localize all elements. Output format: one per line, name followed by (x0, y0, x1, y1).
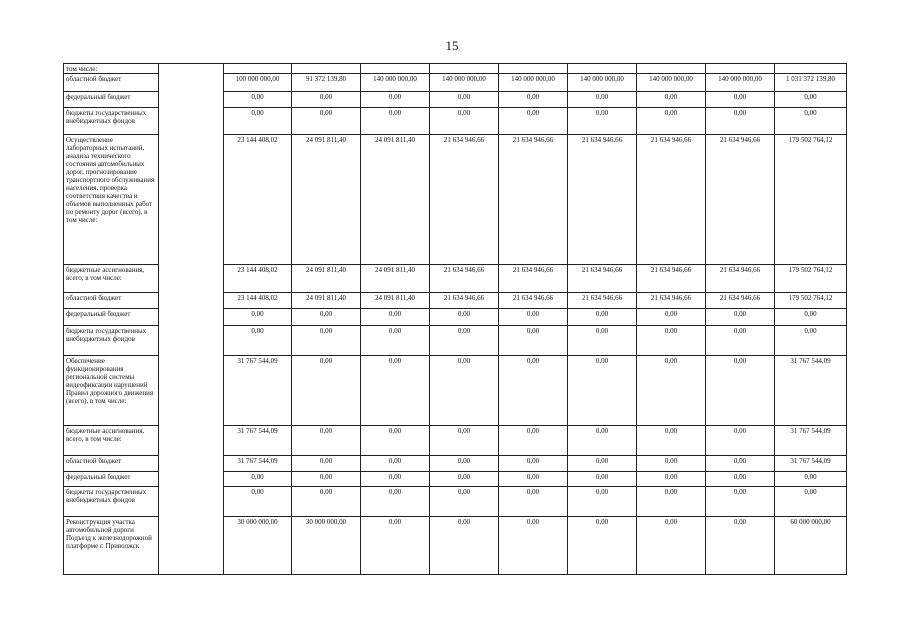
table-row (64, 64, 847, 74)
value-cell: 24 091 811,40 (361, 265, 430, 293)
table-row (64, 265, 847, 293)
value-cell: 0,00 (568, 517, 637, 575)
row-label: бюджеты государственных внебюджетных фондов (64, 326, 159, 356)
value-cell: 100 000 000,00 (224, 74, 292, 92)
value-cell: 0,00 (292, 487, 361, 517)
value-cell: 0,00 (706, 108, 775, 135)
row-label: бюджеты государственных внебюджетных фондов (64, 487, 159, 517)
value-cell: 91 372 139,80 (292, 74, 361, 92)
value-cell: 0,00 (361, 426, 430, 456)
value-cell: 1 031 372 139,80 (775, 74, 847, 92)
value-cell: 0,00 (775, 92, 847, 108)
blank-column-cell (159, 517, 224, 575)
value-cell: 0,00 (775, 309, 847, 326)
blank-column-cell (159, 135, 224, 265)
value-cell: 0,00 (706, 487, 775, 517)
value-cell: 0,00 (361, 108, 430, 135)
value-cell: 21 634 946,66 (637, 135, 706, 265)
blank-column-cell (159, 108, 224, 135)
value-cell: 21 634 946,66 (706, 135, 775, 265)
value-cell: 21 634 946,66 (568, 265, 637, 293)
value-cell: 24 091 811,40 (292, 135, 361, 265)
value-cell: 0,00 (224, 92, 292, 108)
blank-column-cell (159, 426, 224, 456)
value-cell: 0,00 (499, 309, 568, 326)
value-cell: 0,00 (361, 92, 430, 108)
value-cell: 0,00 (775, 108, 847, 135)
blank-column-cell (159, 456, 224, 472)
value-cell: 0,00 (361, 517, 430, 575)
value-cell: 0,00 (292, 326, 361, 356)
value-cell: 0,00 (706, 456, 775, 472)
value-cell: 179 502 764,12 (775, 293, 847, 309)
blank-column-cell (159, 472, 224, 487)
table-row (64, 92, 847, 108)
value-cell: 21 634 946,66 (568, 135, 637, 265)
value-cell: 0,00 (224, 326, 292, 356)
value-cell: 0,00 (224, 487, 292, 517)
value-cell (224, 64, 292, 74)
row-label: Осуществление лабораторных испытаний, анализа технического состояния автомобильных дорог, прогнозирование транспортного обслуживания населения, проверка соответствия качества и объемов выполненных работ по ремонту дорог (всего), в том числе: (64, 135, 159, 265)
value-cell: 31 767 544,09 (224, 456, 292, 472)
row-label: федеральный бюджет (64, 309, 159, 326)
value-cell: 0,00 (568, 487, 637, 517)
value-cell: 0,00 (637, 309, 706, 326)
value-cell: 31 767 544,09 (775, 456, 847, 472)
value-cell: 0,00 (361, 456, 430, 472)
table-row (64, 293, 847, 309)
value-cell: 0,00 (292, 472, 361, 487)
row-label: областной бюджет (64, 74, 159, 92)
value-cell: 0,00 (568, 108, 637, 135)
value-cell (292, 64, 361, 74)
value-cell: 140 000 000,00 (568, 74, 637, 92)
value-cell: 140 000 000,00 (430, 74, 499, 92)
value-cell: 0,00 (430, 426, 499, 456)
value-cell: 24 091 811,40 (292, 265, 361, 293)
blank-column-cell (159, 64, 224, 74)
value-cell: 0,00 (430, 472, 499, 487)
table-row (64, 487, 847, 517)
value-cell: 31 767 544,09 (775, 356, 847, 426)
table-row (64, 517, 847, 575)
value-cell: 0,00 (637, 426, 706, 456)
value-cell: 0,00 (775, 472, 847, 487)
row-label: федеральный бюджет (64, 92, 159, 108)
value-cell: 0,00 (637, 92, 706, 108)
value-cell: 0,00 (361, 326, 430, 356)
value-cell: 0,00 (224, 309, 292, 326)
value-cell: 179 502 764,12 (775, 265, 847, 293)
value-cell: 179 502 764,12 (775, 135, 847, 265)
value-cell (361, 64, 430, 74)
row-label: бюджетные ассигнования, всего, в том числе: (64, 265, 159, 293)
value-cell: 0,00 (568, 92, 637, 108)
blank-column-cell (159, 92, 224, 108)
blank-column-cell (159, 265, 224, 293)
table-row (64, 309, 847, 326)
row-label: бюджеты государственных внебюджетных фондов (64, 108, 159, 135)
value-cell: 21 634 946,66 (499, 265, 568, 293)
table-row (64, 456, 847, 472)
value-cell (430, 64, 499, 74)
row-label: Реконструкция участка автомобильной дороги Подъезд к железнодорожной платформе г. Приволжск (64, 517, 159, 575)
value-cell: 24 091 811,40 (292, 293, 361, 309)
value-cell: 0,00 (568, 309, 637, 326)
value-cell: 31 767 544,09 (775, 426, 847, 456)
row-label: Обеспечение функционирования региональной системы видеофиксации нарушений Правил дорожного движения (всего), в том числе: (64, 356, 159, 426)
value-cell: 0,00 (775, 487, 847, 517)
value-cell: 0,00 (706, 517, 775, 575)
value-cell: 0,00 (430, 356, 499, 426)
value-cell: 31 767 544,09 (224, 426, 292, 456)
table-row (64, 356, 847, 426)
value-cell: 0,00 (637, 356, 706, 426)
row-label: том числе: (64, 64, 159, 74)
value-cell: 140 000 000,00 (637, 74, 706, 92)
value-cell: 0,00 (637, 456, 706, 472)
value-cell: 140 000 000,00 (706, 74, 775, 92)
value-cell: 23 144 408,02 (224, 293, 292, 309)
value-cell: 140 000 000,00 (361, 74, 430, 92)
value-cell: 0,00 (224, 108, 292, 135)
blank-column-cell (159, 309, 224, 326)
blank-column-cell (159, 487, 224, 517)
value-cell: 0,00 (499, 92, 568, 108)
value-cell: 21 634 946,66 (637, 265, 706, 293)
value-cell: 0,00 (430, 326, 499, 356)
value-cell: 0,00 (224, 472, 292, 487)
value-cell: 0,00 (706, 472, 775, 487)
value-cell: 0,00 (706, 92, 775, 108)
table-row (64, 135, 847, 265)
value-cell: 0,00 (430, 309, 499, 326)
value-cell: 0,00 (361, 309, 430, 326)
value-cell: 21 634 946,66 (430, 265, 499, 293)
value-cell: 21 634 946,66 (706, 293, 775, 309)
page-number: 15 (445, 38, 459, 53)
value-cell: 0,00 (292, 92, 361, 108)
value-cell: 0,00 (292, 356, 361, 426)
table-row (64, 472, 847, 487)
value-cell: 23 144 408,02 (224, 265, 292, 293)
value-cell: 0,00 (568, 356, 637, 426)
value-cell: 0,00 (637, 108, 706, 135)
value-cell: 0,00 (568, 326, 637, 356)
value-cell: 0,00 (568, 472, 637, 487)
value-cell: 0,00 (637, 326, 706, 356)
row-label: бюджетные ассигнования, всего, в том числе: (64, 426, 159, 456)
value-cell: 0,00 (361, 472, 430, 487)
value-cell: 140 000 000,00 (499, 74, 568, 92)
value-cell: 0,00 (499, 487, 568, 517)
value-cell: 0,00 (292, 426, 361, 456)
value-cell: 21 634 946,66 (499, 293, 568, 309)
value-cell: 0,00 (775, 326, 847, 356)
value-cell: 0,00 (430, 456, 499, 472)
blank-column-cell (159, 356, 224, 426)
value-cell: 0,00 (292, 309, 361, 326)
value-cell (499, 64, 568, 74)
budget-table (63, 63, 847, 575)
value-cell: 0,00 (292, 456, 361, 472)
value-cell: 0,00 (568, 456, 637, 472)
value-cell: 60 000 000,00 (775, 517, 847, 575)
value-cell: 0,00 (430, 92, 499, 108)
value-cell: 0,00 (499, 108, 568, 135)
value-cell: 21 634 946,66 (637, 293, 706, 309)
value-cell: 0,00 (706, 426, 775, 456)
value-cell (706, 64, 775, 74)
value-cell: 0,00 (499, 472, 568, 487)
row-label: областной бюджет (64, 293, 159, 309)
value-cell: 31 767 544,09 (224, 356, 292, 426)
value-cell: 0,00 (706, 309, 775, 326)
value-cell: 0,00 (430, 487, 499, 517)
row-label: областной бюджет (64, 456, 159, 472)
value-cell: 0,00 (361, 487, 430, 517)
value-cell: 23 144 408,02 (224, 135, 292, 265)
value-cell: 0,00 (499, 426, 568, 456)
value-cell: 0,00 (706, 326, 775, 356)
value-cell: 0,00 (499, 326, 568, 356)
value-cell: 21 634 946,66 (499, 135, 568, 265)
value-cell: 0,00 (499, 517, 568, 575)
value-cell: 0,00 (706, 356, 775, 426)
value-cell: 21 634 946,66 (706, 265, 775, 293)
table-row (64, 326, 847, 356)
value-cell: 0,00 (637, 487, 706, 517)
value-cell: 30 000 000,00 (224, 517, 292, 575)
value-cell: 0,00 (637, 517, 706, 575)
row-label: федеральный бюджет (64, 472, 159, 487)
value-cell: 21 634 946,66 (430, 135, 499, 265)
value-cell: 24 091 811,40 (361, 135, 430, 265)
value-cell: 0,00 (430, 517, 499, 575)
value-cell: 0,00 (499, 356, 568, 426)
table-row (64, 108, 847, 135)
value-cell: 0,00 (637, 472, 706, 487)
value-cell: 0,00 (499, 456, 568, 472)
value-cell: 21 634 946,66 (430, 293, 499, 309)
value-cell (568, 64, 637, 74)
table-row (64, 74, 847, 92)
blank-column-cell (159, 326, 224, 356)
value-cell: 30 000 000,00 (292, 517, 361, 575)
value-cell: 0,00 (430, 108, 499, 135)
value-cell: 0,00 (568, 426, 637, 456)
blank-column-cell (159, 293, 224, 309)
value-cell: 24 091 811,40 (361, 293, 430, 309)
value-cell: 21 634 946,66 (568, 293, 637, 309)
value-cell (775, 64, 847, 74)
value-cell (637, 64, 706, 74)
value-cell: 0,00 (361, 356, 430, 426)
blank-column-cell (159, 74, 224, 92)
value-cell: 0,00 (292, 108, 361, 135)
table-row (64, 426, 847, 456)
